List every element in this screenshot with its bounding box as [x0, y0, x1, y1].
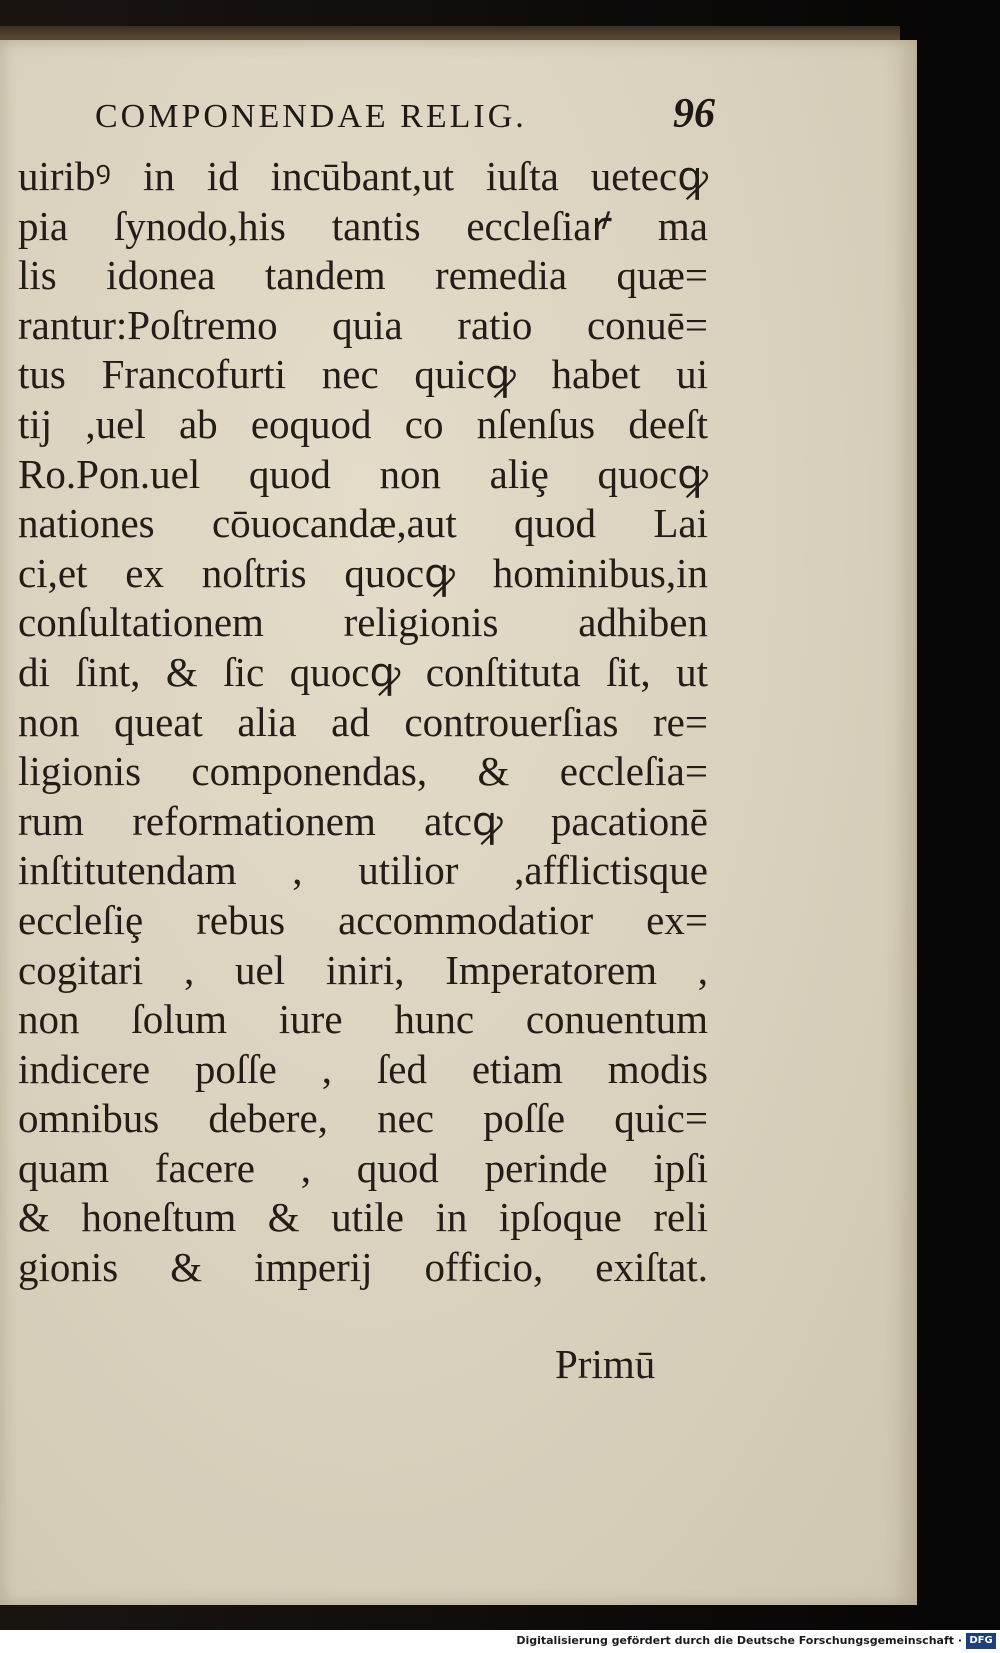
text-line: tij ,uel ab eoquod co nſenſus deeſt — [18, 400, 708, 447]
text-line: nationes cōuocandæ,aut quod Lai — [18, 500, 708, 547]
dfg-logo-icon: DFG — [966, 1633, 996, 1649]
text-line: ci,et ex noſtris quocꝙ hominibus,in — [18, 549, 708, 596]
text-line: indicere poſſe , ſed etiam modis — [18, 1045, 708, 1092]
text-line: cogitari , uel iniri, Imperatorem , — [18, 946, 708, 993]
catchword: Primū — [555, 1341, 656, 1387]
page-number: 96 — [673, 91, 715, 137]
book-page — [0, 40, 917, 1605]
text-line: quam facere , quod perinde ipſi — [18, 1144, 708, 1191]
body-text — [18, 152, 708, 1293]
text-line: rum reformationem atcꝙ pacationē — [18, 797, 708, 844]
text-line: ligionis componendas, & eccleſia= — [18, 748, 708, 795]
text-line: Ro.Pon.uel quod non aliȩ quocꝙ — [18, 450, 708, 497]
text-line: gionis & imperij officio, exiſtat. — [18, 1244, 708, 1291]
text-line: & honeſtum & utile in ipſoque reli — [18, 1194, 708, 1241]
digitization-footer — [0, 1630, 1000, 1653]
text-line: non queat alia ad controuerſias re= — [18, 698, 708, 745]
text-line: conſultationem religionis adhiben — [18, 599, 708, 646]
text-line: non ſolum iure hunc conuentum — [18, 996, 708, 1043]
text-line: tus Francofurti nec quicꝙ habet ui — [18, 351, 708, 398]
text-line: uiribꝰ in id incūbant,ut iuſta uetecꝙ — [18, 153, 708, 199]
text-line: inſtitutendam , utilior ,afflictisque — [18, 847, 708, 894]
running-head: COMPONENDAE RELIG. — [95, 98, 527, 135]
text-line: di ſint, & ſic quocꝙ conſtituta ſit, ut — [18, 648, 708, 695]
funding-credit: Digitalisierung gefördert durch die Deutsche Forschungsgemeinschaft · — [516, 1634, 962, 1647]
text-line: eccleſiȩ rebus accommodatior ex= — [18, 896, 708, 943]
text-line: lis idonea tandem remedia quæ= — [18, 252, 708, 299]
text-line: omnibus debere, nec poſſe quic= — [18, 1095, 708, 1142]
text-line: rantur:Poſtremo quia ratio conuē= — [18, 301, 708, 348]
page-header — [95, 90, 715, 144]
text-line: pia ſynodo,his tantis eccleſiaꝵ ma — [18, 202, 708, 249]
